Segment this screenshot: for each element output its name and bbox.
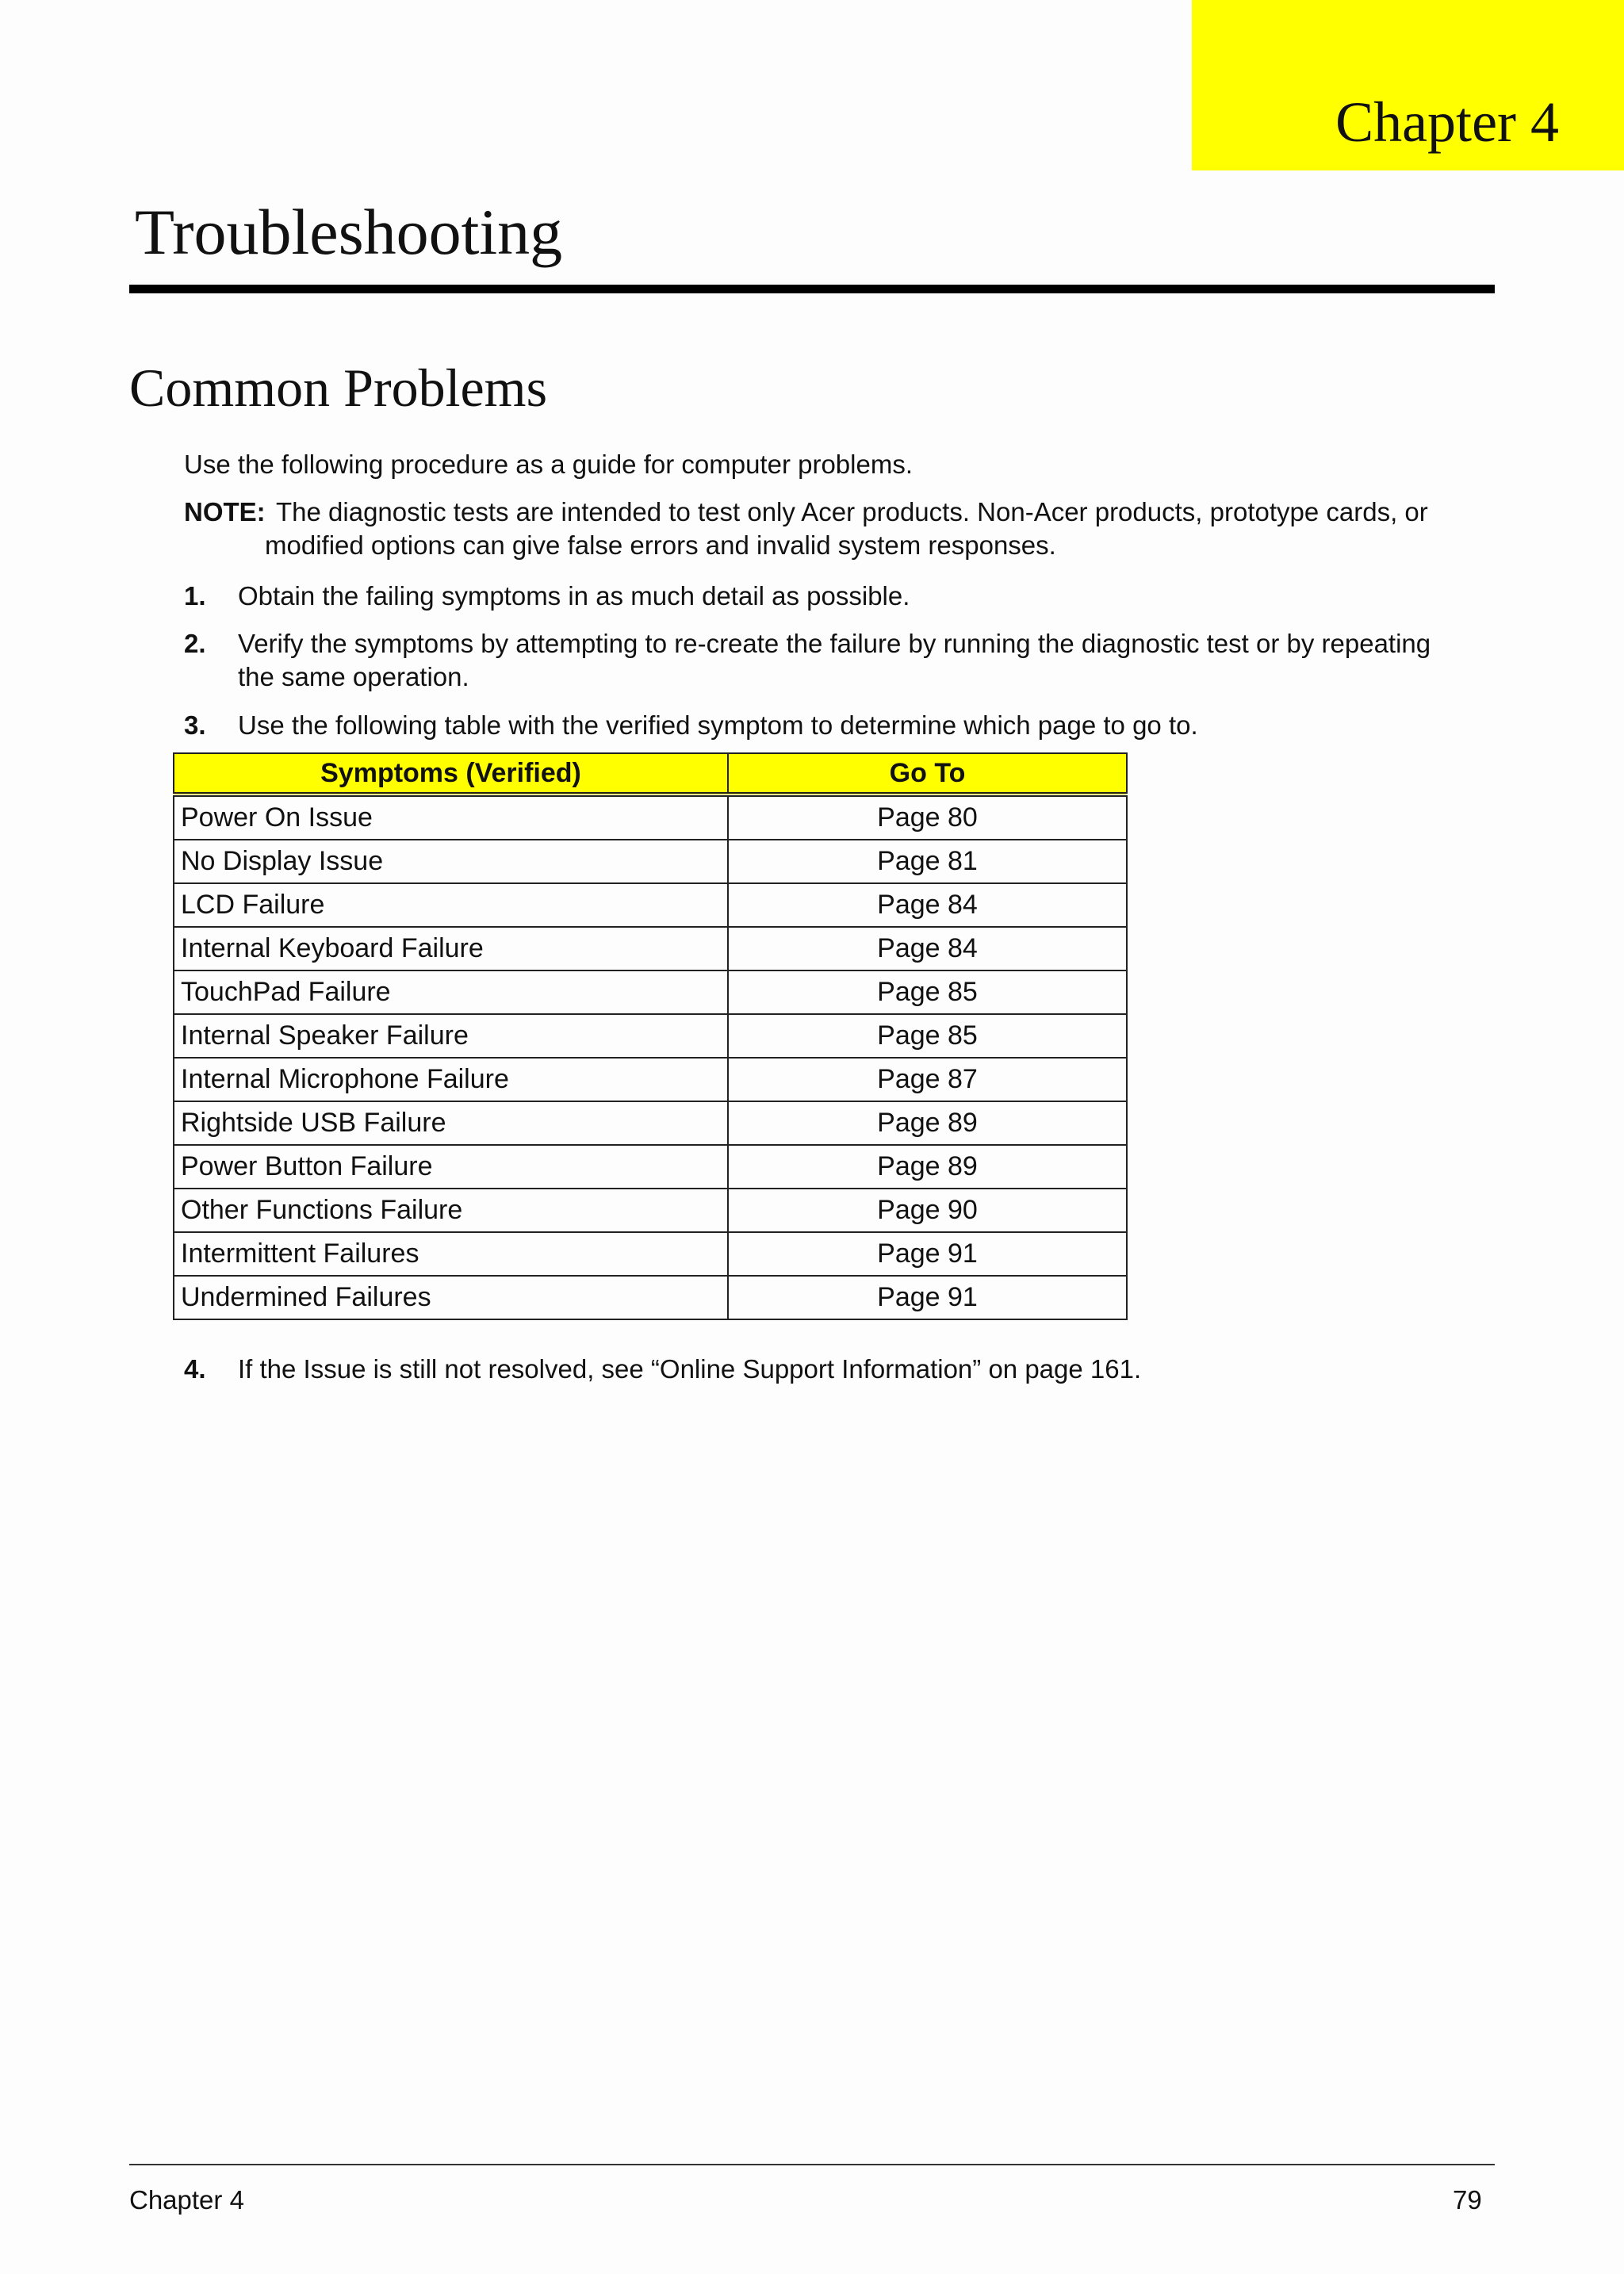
chapter-label: Chapter 4 bbox=[1335, 90, 1559, 154]
symptom-cell: LCD Failure bbox=[174, 883, 728, 927]
page-number: 79 bbox=[1453, 2185, 1482, 2215]
section-heading: Common Problems bbox=[129, 358, 548, 418]
symptom-cell: Internal Keyboard Failure bbox=[174, 927, 728, 970]
symptom-cell: No Display Issue bbox=[174, 840, 728, 883]
step-text-cont: the same operation. bbox=[238, 662, 469, 691]
table-row bbox=[174, 1232, 1127, 1276]
table-row bbox=[174, 1145, 1127, 1189]
step-text: If the Issue is still not resolved, see “Online Support Information” on page 161. bbox=[238, 1354, 1142, 1384]
footer-rule bbox=[129, 2164, 1495, 2165]
table-row bbox=[174, 1101, 1127, 1145]
title-rule bbox=[129, 285, 1495, 293]
page-cell: Page 84 bbox=[728, 883, 1127, 927]
symptom-cell: TouchPad Failure bbox=[174, 970, 728, 1014]
page-cell: Page 80 bbox=[728, 794, 1127, 840]
table-row bbox=[174, 1058, 1127, 1101]
symptoms-table bbox=[173, 752, 1128, 1320]
page-cell: Page 87 bbox=[728, 1058, 1127, 1101]
page-cell: Page 84 bbox=[728, 927, 1127, 970]
chapter-tab bbox=[1192, 0, 1624, 170]
step-number: 1. bbox=[184, 581, 206, 611]
table-row bbox=[174, 1189, 1127, 1232]
table-row bbox=[174, 840, 1127, 883]
step-number: 2. bbox=[184, 629, 206, 658]
note-text-line2: modified options can give false errors and invalid system responses. bbox=[265, 530, 1056, 560]
table-row bbox=[174, 927, 1127, 970]
table-row bbox=[174, 1014, 1127, 1058]
note-label: NOTE: bbox=[184, 497, 266, 526]
symptom-cell: Power Button Failure bbox=[174, 1145, 728, 1189]
note-text-line1: The diagnostic tests are intended to test only Acer products. Non-Acer products, prototype cards, or bbox=[276, 497, 1428, 526]
intro-text: Use the following procedure as a guide for computer problems. bbox=[184, 450, 913, 479]
page-cell: Page 91 bbox=[728, 1232, 1127, 1276]
symptom-cell: Power On Issue bbox=[174, 794, 728, 840]
page-cell: Page 89 bbox=[728, 1101, 1127, 1145]
page-cell: Page 90 bbox=[728, 1189, 1127, 1232]
symptom-cell: Internal Microphone Failure bbox=[174, 1058, 728, 1101]
header-goto: Go To bbox=[728, 753, 1127, 794]
table-row bbox=[174, 970, 1127, 1014]
page-cell: Page 81 bbox=[728, 840, 1127, 883]
table-row bbox=[174, 794, 1127, 840]
page-cell: Page 91 bbox=[728, 1276, 1127, 1319]
footer-chapter: Chapter 4 bbox=[129, 2185, 244, 2215]
symptom-cell: Undermined Failures bbox=[174, 1276, 728, 1319]
step-number: 4. bbox=[184, 1354, 206, 1384]
step-number: 3. bbox=[184, 710, 206, 740]
symptom-cell: Rightside USB Failure bbox=[174, 1101, 728, 1145]
page-title: Troubleshooting bbox=[135, 196, 563, 268]
page-cell: Page 89 bbox=[728, 1145, 1127, 1189]
step-text: Verify the symptoms by attempting to re-create the failure by running the diagnostic test or by repeating bbox=[238, 629, 1431, 658]
step-text: Obtain the failing symptoms in as much detail as possible. bbox=[238, 581, 910, 611]
symptom-cell: Internal Speaker Failure bbox=[174, 1014, 728, 1058]
symptom-cell: Other Functions Failure bbox=[174, 1189, 728, 1232]
table-row bbox=[174, 883, 1127, 927]
table-header-row bbox=[174, 753, 1127, 794]
header-symptoms: Symptoms (Verified) bbox=[174, 753, 728, 794]
page-cell: Page 85 bbox=[728, 970, 1127, 1014]
step-text: Use the following table with the verified symptom to determine which page to go to. bbox=[238, 710, 1198, 740]
page-cell: Page 85 bbox=[728, 1014, 1127, 1058]
table-row bbox=[174, 1276, 1127, 1319]
symptom-cell: Intermittent Failures bbox=[174, 1232, 728, 1276]
